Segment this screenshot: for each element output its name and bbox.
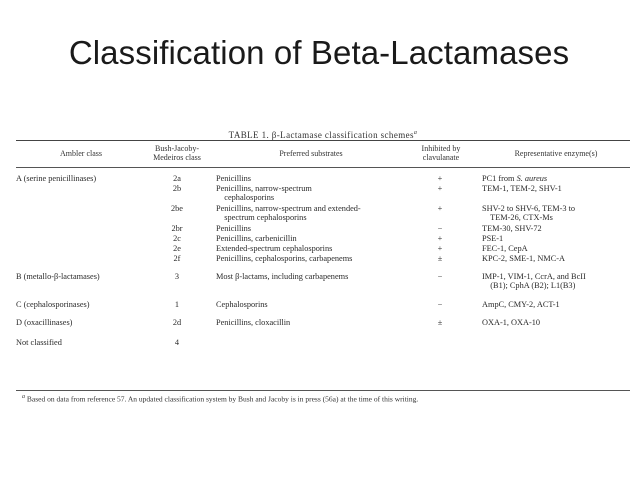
cell-bush-class: 4 (174, 338, 180, 347)
cell-substrates: Penicillins, narrow-spectrum and extended- spectrum cephalosporins (216, 204, 361, 222)
cell-inhibited: ± (437, 254, 443, 263)
cell-bush-class: 3 (174, 272, 180, 281)
table-bottom-rule (16, 390, 630, 391)
cell-inhibited: ± (437, 318, 443, 327)
cell-ambler-class: B (metallo-β-lactamases) (16, 272, 100, 281)
cell-ambler-class: Not classified (16, 338, 62, 347)
cell-bush-class: 2br (171, 224, 183, 233)
table-header (16, 141, 630, 167)
cell-bush-class: 2a (173, 174, 181, 183)
table-footnote (16, 394, 630, 404)
cell-enzymes: OXA-1, OXA-10 (482, 318, 541, 327)
slide-title: Classification of Beta-Lactamases (68, 34, 570, 71)
cell-inhibited: + (437, 204, 443, 213)
cell-substrates: Penicillins, cephalosporins, carbapenems (216, 254, 353, 263)
cell-bush-class: 2be (171, 204, 183, 213)
cell-enzymes: KPC-2, SME-1, NMC-A (482, 254, 565, 263)
cell-substrates: Cephalosporins (216, 300, 268, 309)
cell-enzymes: TEM-30, SHV-72 (482, 224, 542, 233)
header-enzymes: Representative enzyme(s) (514, 149, 598, 158)
cell-enzymes: TEM-1, TEM-2, SHV-1 (482, 184, 562, 193)
cell-bush-class: 2b (172, 184, 182, 193)
cell-inhibited: − (437, 224, 443, 233)
cell-enzymes: PC1 from S. aureus (482, 174, 548, 183)
cell-substrates: Penicillins (216, 174, 252, 183)
header-inhibited: Inhibited by clavulanate (421, 144, 461, 162)
table-body (16, 168, 630, 390)
header-substrates: Preferred substrates (279, 149, 343, 158)
cell-enzymes: AmpC, CMY-2, ACT-1 (482, 300, 560, 309)
footnote-text: Based on data from reference 57. An updated classification system by Bush and Jacoby is in press (56a) at the time of this writing. (25, 394, 419, 404)
cell-ambler-class: C (cephalosporinases) (16, 300, 90, 309)
cell-ambler-class: A (serine penicillinases) (16, 174, 97, 183)
cell-inhibited: + (437, 234, 443, 243)
table-caption-marker: a (413, 130, 418, 136)
header-bush: Bush-Jacoby- Medeiros class (153, 144, 201, 162)
cell-inhibited: − (437, 272, 443, 281)
header-ambler: Ambler class (60, 149, 102, 158)
cell-enzymes: SHV-2 to SHV-6, TEM-3 to TEM-26, CTX-Ms (482, 204, 576, 222)
table-caption (16, 126, 630, 140)
cell-bush-class: 1 (174, 300, 180, 309)
cell-enzymes: IMP-1, VIM-1, CcrA, and BcII (B1); CphA (B2); L1(B3) (482, 272, 586, 290)
cell-substrates: Extended-spectrum cephalosporins (216, 244, 333, 253)
cell-substrates: Penicillins, cloxacillin (216, 318, 291, 327)
cell-substrates: Penicillins, carbenicillin (216, 234, 297, 243)
cell-inhibited: + (437, 244, 443, 253)
cell-inhibited: − (437, 300, 443, 309)
cell-bush-class: 2c (173, 234, 181, 243)
cell-enzymes: FEC-1, CepA (482, 244, 528, 253)
cell-inhibited: + (437, 184, 443, 193)
cell-bush-class: 2e (173, 244, 181, 253)
classification-table (16, 126, 630, 404)
cell-bush-class: 2d (172, 318, 182, 327)
cell-substrates: Penicillins (216, 224, 252, 233)
cell-substrates: Most β-lactams, including carbapenems (216, 272, 349, 281)
cell-bush-class: 2f (173, 254, 181, 263)
table-caption-text: TABLE 1. β-Lactamase classification schemes (228, 130, 414, 140)
cell-substrates: Penicillins, narrow-spectrum cephalosporins (216, 184, 312, 202)
cell-ambler-class: D (oxacillinases) (16, 318, 73, 327)
cell-inhibited: + (437, 174, 443, 183)
cell-enzymes: PSE-1 (482, 234, 504, 243)
footnote-marker: a (22, 394, 25, 400)
